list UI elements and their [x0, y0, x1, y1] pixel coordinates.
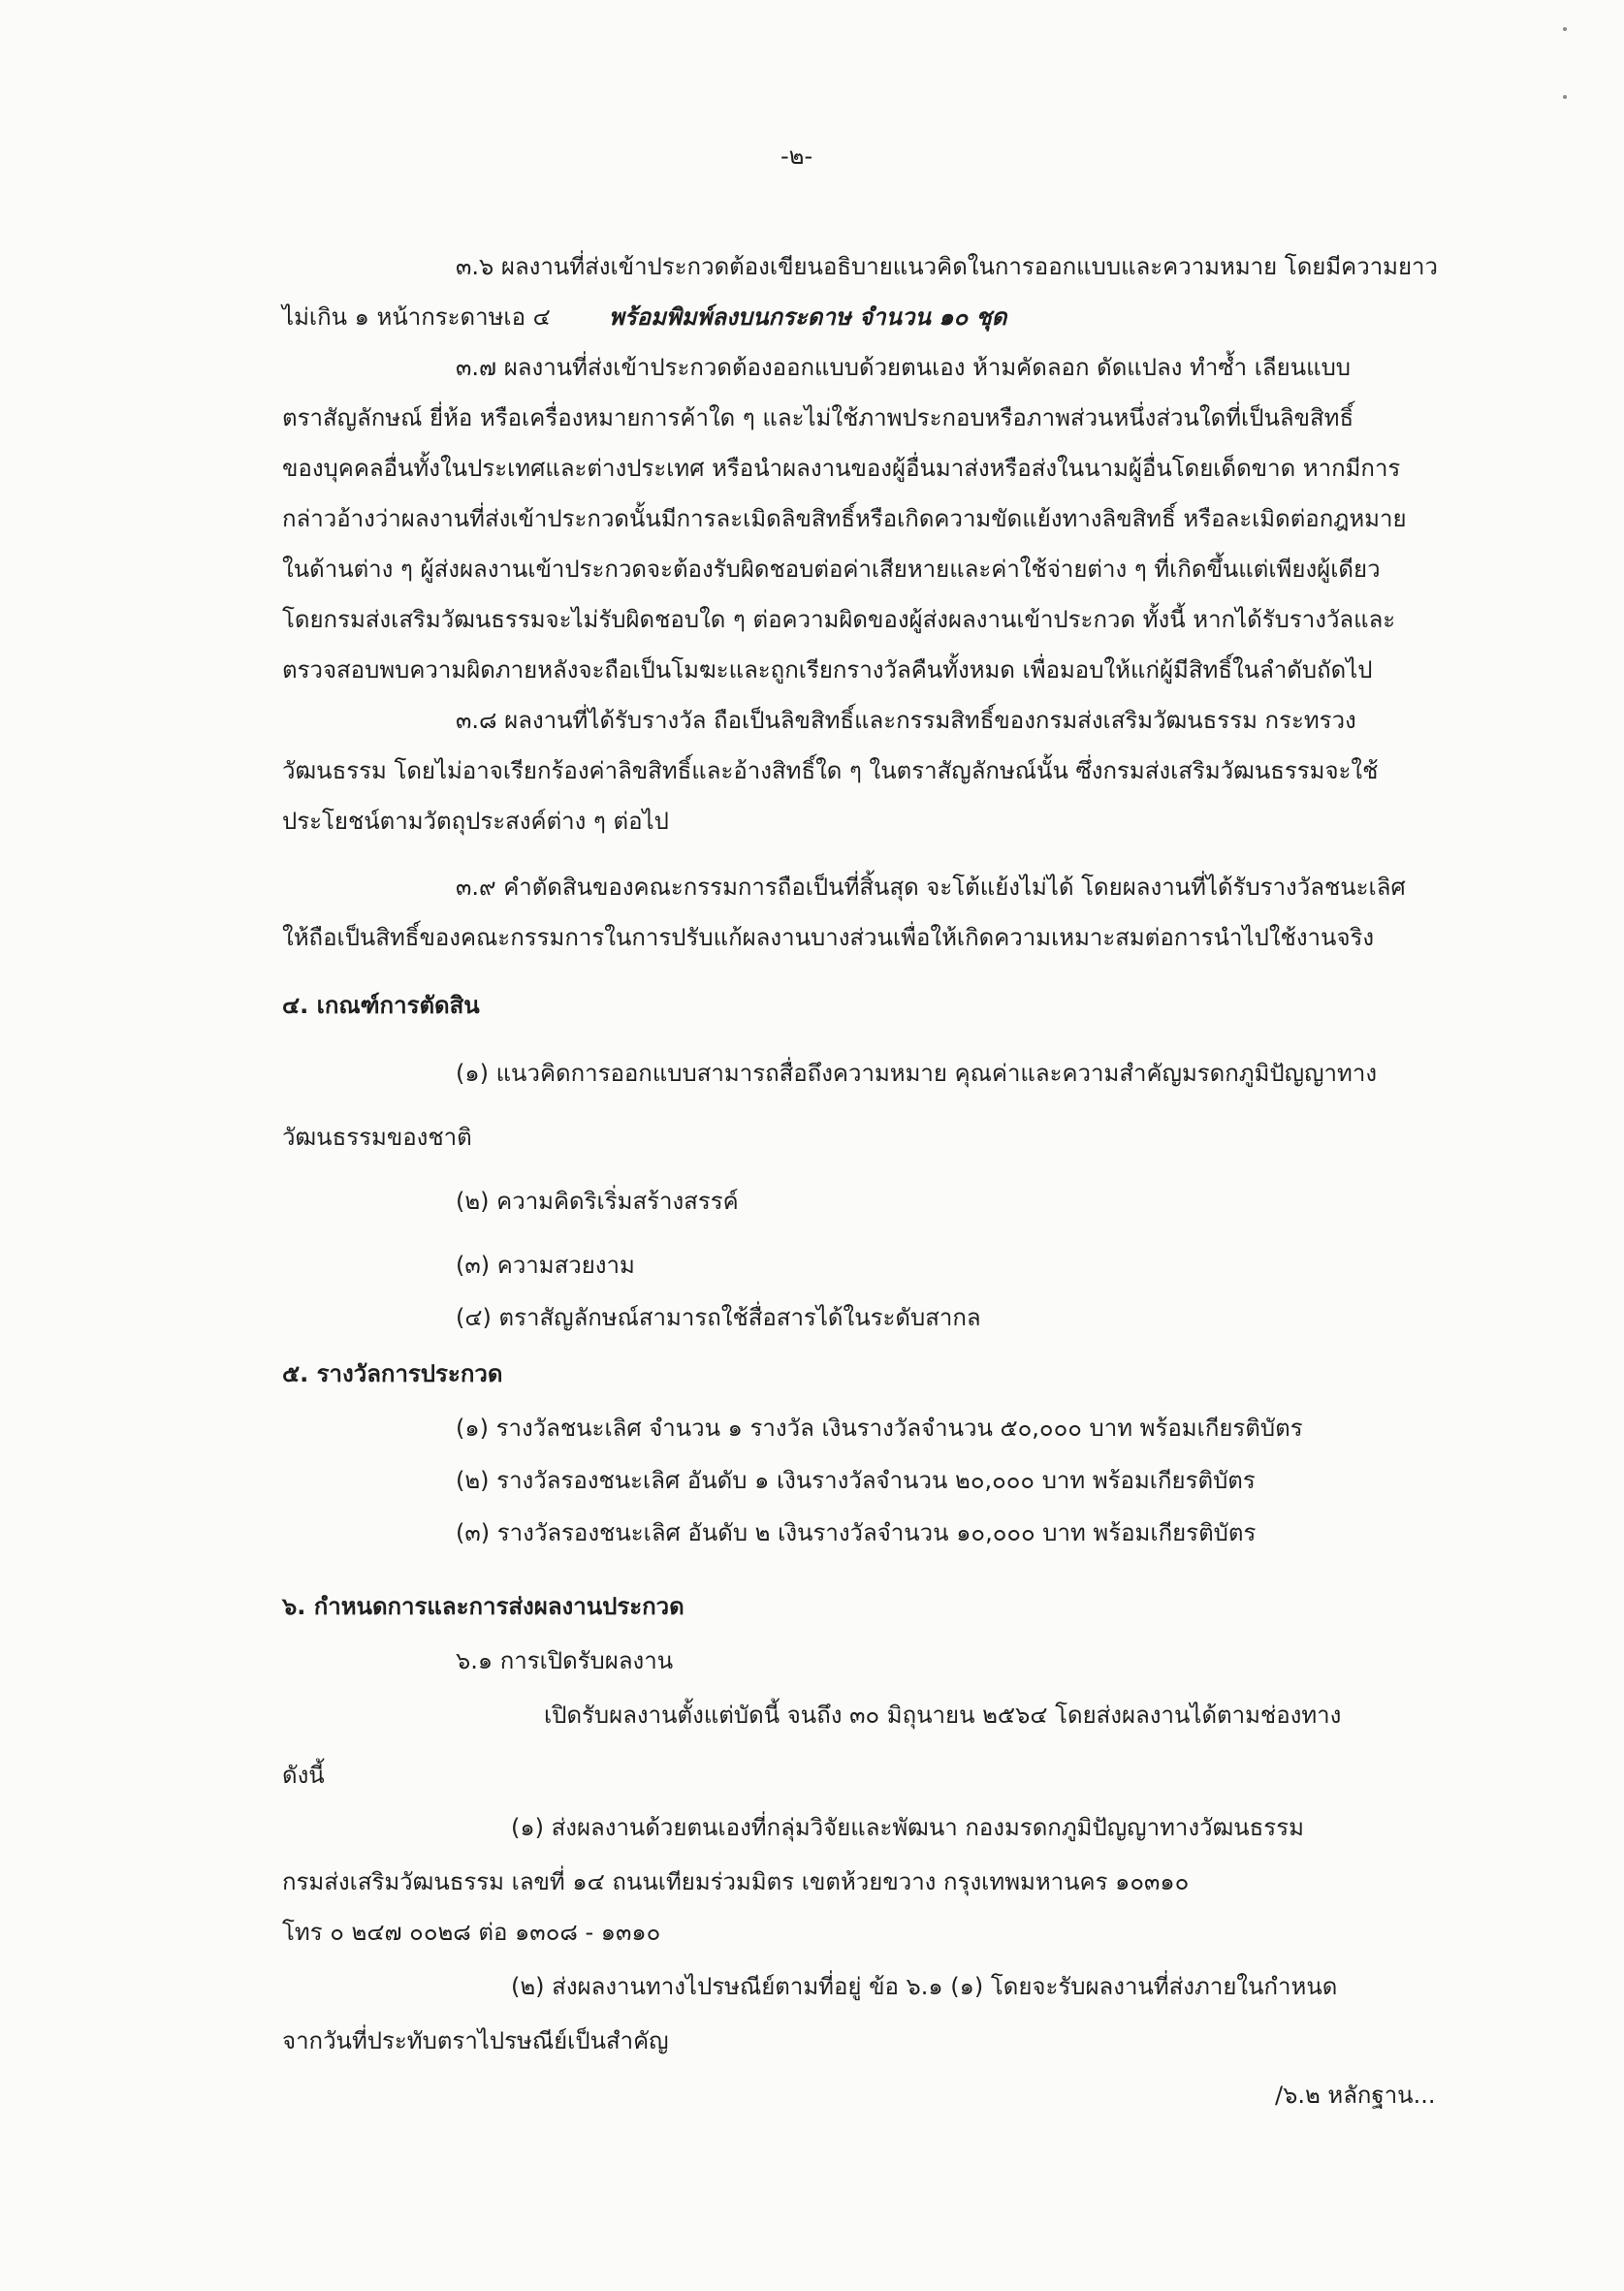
clause-3-7: ๓.๗ ผลงานที่ส่งเข้าประกวดต้องออกแบบด้วยตนเอง ห้ามคัดลอก ดัดแปลง ทำซ้ำ เลียนแบบ: [456, 354, 1352, 381]
submission-2: (๒) ส่งผลงานทางไปรษณีย์ตามที่อยู่ ข้อ ๖.๑ (๑) โดยจะรับผลงานที่ส่งภายในกำหนด: [511, 1973, 1338, 2000]
clause-3-9-l2: ให้ถือเป็นสิทธิ์ของคณะกรรมการในการปรับแก้ผลงานบางส่วนเพื่อให้เกิดความเหมาะสมต่อการนำไปใช้งานจริง: [282, 924, 1375, 951]
section-6-heading: ๖. กำหนดการและการส่งผลงานประกวด: [282, 1593, 685, 1620]
prize-3: (๓) รางวัลรองชนะเลิศ อันดับ ๒ เงินรางวัลจำนวน ๑๐,๐๐๐ บาท พร้อมเกียรติบัตร: [456, 1519, 1257, 1546]
clause-3-9: ๓.๙ คำตัดสินของคณะกรรมการถือเป็นที่สิ้นสุด จะโต้แย้งไม่ได้ โดยผลงานที่ได้รับรางวัลชนะเลิศ: [456, 874, 1406, 901]
criterion-3: (๓) ความสวยงาม: [456, 1252, 635, 1279]
submission-2-cont: จากวันที่ประทับตราไปรษณีย์เป็นสำคัญ: [282, 2027, 669, 2054]
prize-2: (๒) รางวัลรองชนะเลิศ อันดับ ๑ เงินรางวัลจำนวน ๒๐,๐๐๐ บาท พร้อมเกียรติบัตร: [456, 1467, 1256, 1494]
clause-3-6-cont: ไม่เกิน ๑ หน้ากระดาษเอ ๔: [282, 303, 551, 331]
clause-3-7-l5: ในด้านต่าง ๆ ผู้ส่งผลงานเข้าประกวดจะต้องรับผิดชอบต่อค่าเสียหายและค่าใช้จ่ายต่าง ๆ ที่เกิดขึ้นแต่เพียงผู้เดียว: [282, 556, 1381, 583]
criterion-1-cont: วัฒนธรรมของชาติ: [282, 1124, 472, 1151]
criterion-2: (๒) ความคิดริเริ่มสร้างสรรค์: [456, 1188, 739, 1215]
criterion-1: (๑) แนวคิดการออกแบบสามารถสื่อถึงความหมาย คุณค่าและความสำคัญมรดกภูมิปัญญาทาง: [456, 1060, 1378, 1087]
clause-6-1-text-cont: ดังนี้: [282, 1762, 325, 1789]
clause-3-8-l2: วัฒนธรรม โดยไม่อาจเรียกร้องค่าลิขสิทธิ์และอ้างสิทธิ์ใด ๆ ในตราสัญลักษณ์นั้น ซึ่งกรมส่งเสริมวัฒนธรรมจะใช้: [282, 757, 1379, 784]
clause-3-8-l3: ประโยชน์ตามวัตถุประสงค์ต่าง ๆ ต่อไป: [282, 808, 669, 835]
submission-1-address: กรมส่งเสริมวัฒนธรรม เลขที่ ๑๔ ถนนเทียมร่วมมิตร เขตห้วยขวาง กรุงเทพมหานคร ๑๐๓๑๐: [282, 1868, 1190, 1895]
clause-3-6-emphasis: พร้อมพิมพ์ลงบนกระดาษ จำนวน ๑๐ ชุด: [609, 303, 1007, 331]
clause-3-7-l3: ของบุคคลอื่นทั้งในประเทศและต่างประเทศ หรือนำผลงานของผู้อื่นมาส่งหรือส่งในนามผู้อื่นโดยเด็ดขาด หากมีการ: [282, 455, 1401, 482]
section-4-heading: ๔. เกณฑ์การตัดสิน: [282, 992, 480, 1019]
criterion-4: (๔) ตราสัญลักษณ์สามารถใช้สื่อสารได้ในระดับสากล: [456, 1304, 981, 1331]
clause-3-8: ๓.๘ ผลงานที่ได้รับรางวัล ถือเป็นลิขสิทธิ์และกรรมสิทธิ์ของกรมส่งเสริมวัฒนธรรม กระทรวง: [456, 707, 1356, 734]
clause-6-1-text: เปิดรับผลงานตั้งแต่บัดนี้ จนถึง ๓๐ มิถุนายน ๒๕๖๔ โดยส่งผลงานได้ตามช่องทาง: [544, 1702, 1342, 1729]
page-number: -๒-: [780, 143, 813, 170]
clause-6-1: ๖.๑ การเปิดรับผลงาน: [456, 1647, 674, 1674]
submission-1-phone: โทร ๐ ๒๔๗ ๐๐๒๘ ต่อ ๑๓๐๘ - ๑๓๑๐: [282, 1919, 661, 1946]
clause-3-7-l7: ตรวจสอบพบความผิดภายหลังจะถือเป็นโมฆะและถูกเรียกรางวัลคืนทั้งหมด เพื่อมอบให้แก่ผู้มีสิทธิ์ในลำดับถัดไป: [282, 656, 1373, 684]
prize-1: (๑) รางวัลชนะเลิศ จำนวน ๑ รางวัล เงินรางวัลจำนวน ๕๐,๐๐๐ บาท พร้อมเกียรติบัตร: [456, 1415, 1303, 1442]
scan-speck: [1563, 95, 1567, 99]
scan-speck: [1563, 27, 1567, 31]
clause-3-6: ๓.๖ ผลงานที่ส่งเข้าประกวดต้องเขียนอธิบายแนวคิดในการออกแบบและความหมาย โดยมีความยาว: [456, 253, 1439, 280]
clause-3-7-l2: ตราสัญลักษณ์ ยี่ห้อ หรือเครื่องหมายการค้าใด ๆ และไม่ใช้ภาพประกอบหรือภาพส่วนหนึ่งส่วนใดที่เป็นลิขสิทธิ์: [282, 404, 1354, 431]
submission-1: (๑) ส่งผลงานด้วยตนเองที่กลุ่มวิจัยและพัฒนา กองมรดกภูมิปัญญาทางวัฒนธรรม: [511, 1814, 1304, 1841]
section-5-heading: ๕. รางวัลการประกวด: [282, 1360, 503, 1387]
clause-3-7-l6: โดยกรมส่งเสริมวัฒนธรรมจะไม่รับผิดชอบใด ๆ ต่อความผิดของผู้ส่งผลงานเข้าประกวด ทั้งนี้ หากได้รับรางวัลและ: [282, 606, 1396, 633]
clause-3-7-l4: กล่าวอ้างว่าผลงานที่ส่งเข้าประกวดนั้นมีการละเมิดลิขสิทธิ์หรือเกิดความขัดแย้งทางลิขสิทธิ์ หรือละเมิดต่อกฎหมาย: [282, 505, 1407, 532]
continuation-marker: /๖.๒ หลักฐาน...: [1275, 2082, 1436, 2109]
